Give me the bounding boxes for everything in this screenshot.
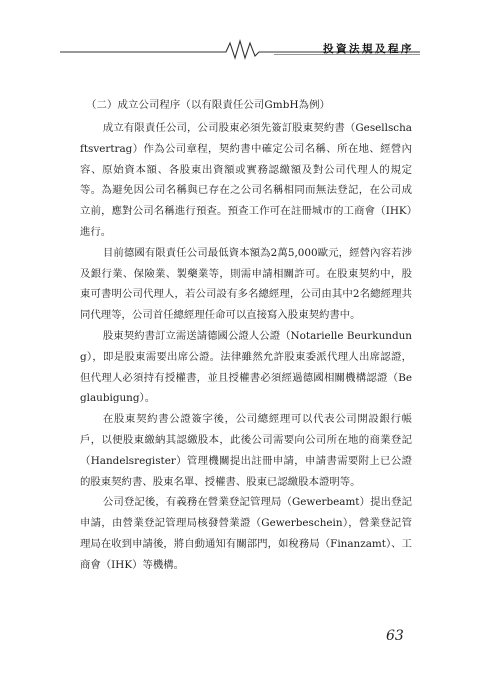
section-heading: （二）成立公司程序（以有限責任公司GmbH為例） [86, 99, 331, 111]
body-text [80, 118, 412, 576]
paragraph: 公司登記後，有義務在營業登記管理局（Gewerbeamt）提出登記申請，由營業登記管理局核發營業證（Gewerbeschein），營業登記管理局在收到申請後，將自動通知有關部門，如稅務局（Finanzamt）、工商會（IHK）等機構。 [80, 496, 412, 571]
paragraph: 股東契約書訂立需送請德國公證人公證（Notarielle Beurkundung），即是股東需要出席公證。法律雖然允許股東委派代理人出席認證，但代理人必須持有授權書，並且授權書必須經過德國相關機構認證（Beglaubigung）。 [80, 329, 412, 405]
page-number: 63 [386, 628, 404, 644]
page-header [60, 36, 420, 60]
paragraph: 在股東契約書公證簽字後，公司總經理可以代表公司開設銀行帳戶，以便股東繳納其認繳股本，此後公司需要向公司所在地的商業登記（Handelsregister）管理機關提出註冊申請，申請書需要附上已公證的股東契約書、股東名單、授權書、股東已認繳股本證明等。 [80, 413, 412, 488]
header-title: 投資法規及程序 [323, 43, 414, 55]
paragraph: 目前德國有限責任公司最低資本額為2萬5,000歐元，經營內容若涉及銀行業、保險業、製藥業等，則需申請相關許可。在股東契約中，股東可書明公司代理人，若公司設有多名總經理，公司由其中2名總經理共同代理等，公司首任總經理任命可以直接寫入股東契約書中。 [80, 246, 412, 322]
paragraph: 成立有限責任公司，公司股東必須先簽訂股東契約書（Gesellschaftsvertrag）作為公司章程，契約書中確定公司名稱、所在地、經營內容、原始資本額、各股東出資額或實務認繳額及對公司代理人的規定等。為避免因公司名稱與已存在之公司名稱相同而無法登記，在公司成立前，應對公司名稱進行預查。預查工作可在註冊城市的工商會（IHK）進行。 [80, 122, 412, 238]
